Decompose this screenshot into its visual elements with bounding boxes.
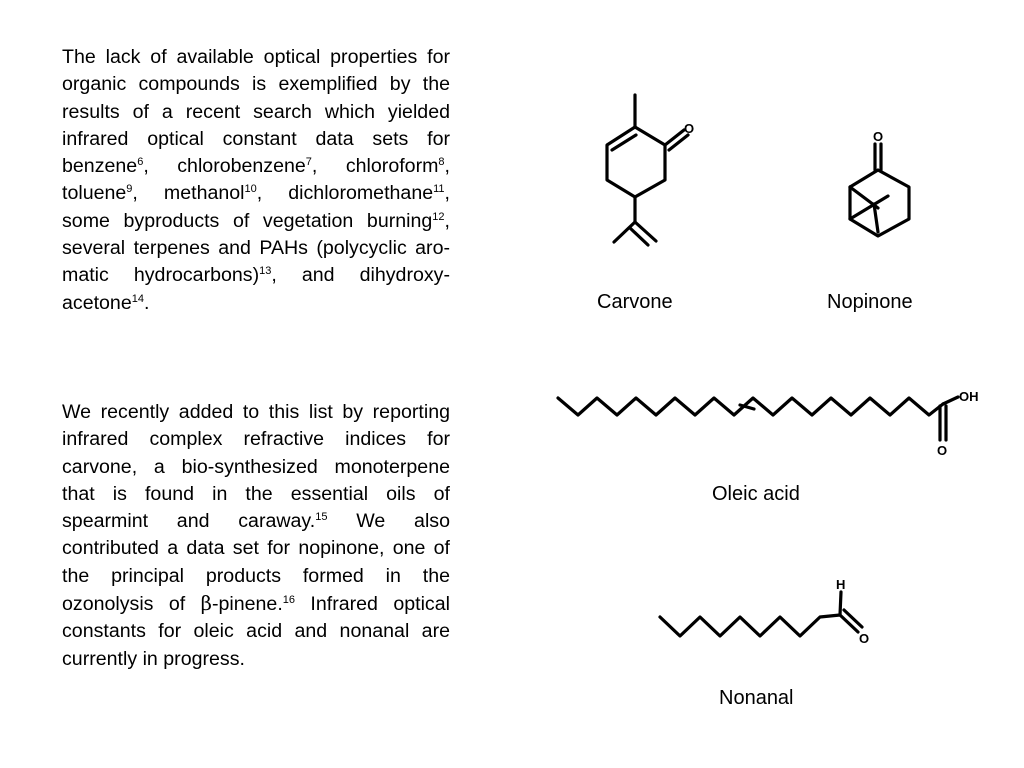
carvone-carbonyl-bond	[665, 130, 684, 145]
carvone-isopropenyl-bond	[614, 222, 635, 242]
citation-ref: 10	[244, 183, 257, 196]
carvone-label: Carvone	[597, 291, 673, 313]
nonanal-carbonyl-bond	[844, 610, 862, 627]
text-segment: , some byproducts of vegetation burning	[62, 182, 450, 232]
nonanal-hydrogen-label: H	[836, 577, 846, 592]
oleic-acid-oxygen-label: O	[937, 443, 948, 458]
oleic-acid-structure	[558, 389, 979, 458]
text-segment: The lack of available optical properties for organic compounds is exemplified by the results of a recent search which yielded infrared optical constant data sets for benzene	[62, 46, 450, 178]
nonanal-aldehyde-h-bond	[840, 592, 841, 615]
text-segment: , chloroform	[311, 155, 439, 178]
nopinone-oxygen-label: O	[873, 129, 884, 144]
citation-ref: 14	[131, 292, 144, 305]
nonanal-oxygen-label: O	[859, 631, 870, 646]
text-segment: We also contributed a data set for nopinone, one of the principal products formed in the ozonolysis of	[62, 510, 450, 616]
nonanal-carbonyl-bond	[840, 615, 858, 632]
oleic-acid-hydroxyl-label: OH	[959, 389, 979, 404]
nonanal-structure	[660, 577, 869, 646]
text-segment: Infrared optical constants for oleic acid and nonanal are currently in progress.	[62, 593, 450, 670]
citation-ref: 9	[126, 183, 133, 196]
beta-symbol: β	[200, 592, 212, 616]
carvone-isopropenyl-double-bond	[635, 222, 656, 241]
citation-ref: 16	[282, 594, 296, 607]
citation-ref: 11	[433, 183, 445, 196]
carvone-ring-double-bond	[612, 135, 636, 150]
carvone-oxygen-label: O	[684, 121, 695, 136]
text-segment: , dichloromethane	[256, 182, 434, 205]
citation-ref: 6	[137, 156, 144, 169]
citation-ref: 15	[315, 511, 328, 524]
nonanal-chain-bonds	[660, 615, 840, 636]
text-segment: , methanol	[132, 182, 245, 205]
citation-ref: 12	[432, 210, 445, 223]
text-segment: , several terpenes and PAHs (polycyclic aro-matic hydrocarbons)	[62, 209, 450, 287]
nopinone-structure	[850, 129, 909, 236]
carvone-carbonyl-bond	[669, 135, 688, 150]
citation-ref: 7	[305, 156, 312, 169]
text-segment: We recently added to this list by reporting infrared complex refractive indices for carvone, a bio-synthesized monoterpene that is found in the essential oils of spearmint and caraway.	[62, 401, 450, 533]
text-segment: , and dihydroxy-acetone	[62, 264, 450, 314]
text-segment: , toluene	[62, 155, 450, 205]
nopinone-label: Nopinone	[827, 291, 913, 313]
text-segment: , chlorobenzene	[143, 155, 306, 178]
carvone-structure	[607, 95, 694, 245]
citation-ref: 13	[259, 265, 272, 278]
text-segment: -pinene.	[211, 593, 283, 616]
oleic-acid-label: Oleic acid	[712, 483, 800, 505]
oleic-acid-hydroxyl-bond	[943, 397, 958, 404]
carvone-ring-bonds	[607, 127, 665, 197]
nonanal-label: Nonanal	[719, 687, 794, 709]
text-segment: .	[143, 291, 150, 314]
citation-ref: 8	[438, 156, 445, 169]
